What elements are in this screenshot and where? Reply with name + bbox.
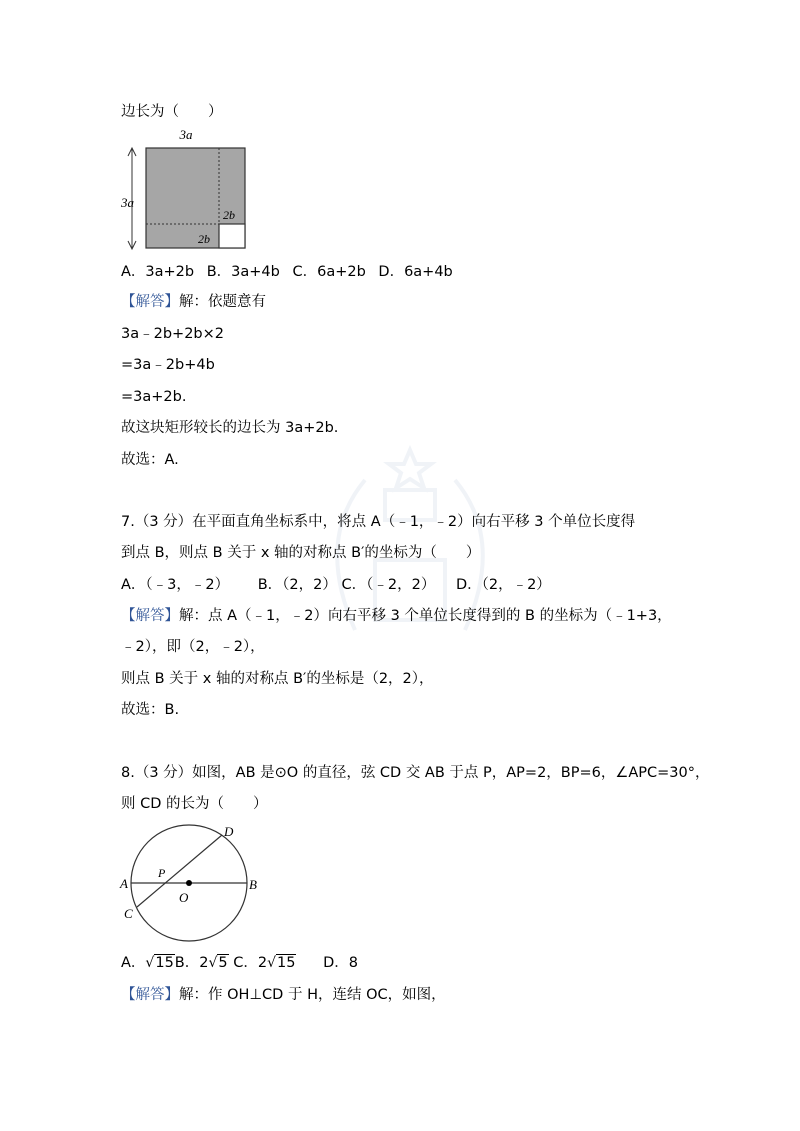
q6-solution-line3: =3a+2b. <box>121 389 187 405</box>
q7-stem-line1: 7.（3 分）在平面直角坐标系中，将点 A（﹣1，﹣2）向右平移 3 个单位长度得 <box>121 514 636 530</box>
q8-option-b: B．2√5 <box>174 955 228 971</box>
fig2-label-d: D <box>224 824 234 839</box>
q8-solution-text: 解：作 OH⊥CD 于 H，连结 OC，如图， <box>179 987 446 1003</box>
fig2-label-c: C <box>124 906 133 921</box>
q7-solution-line2: ﹣2），即（2，﹣2）， <box>121 639 265 655</box>
q7-option-c: C．（﹣2，2） <box>341 577 436 593</box>
q6-option-d: D．6a+4b <box>378 264 453 280</box>
q8-option-c-radicand: 15 <box>277 955 296 971</box>
fig2-label-a: A <box>120 876 128 891</box>
center-point <box>186 880 192 886</box>
q6-tail: 边长为（ ） <box>121 104 223 120</box>
q6-option-c: C．6a+2b <box>292 264 366 280</box>
q6-options <box>121 262 453 282</box>
q8-stem-line1: 8.（3 分）如图，AB 是⊙O 的直径，弦 CD 交 AB 于点 P，AP=2，BP=6，∠APC=30°， <box>121 765 710 781</box>
fig1-top-label: 3a <box>179 127 193 142</box>
q7-solution-line3: 则点 B 关于 x 轴的对称点 B′的坐标是（2，2）， <box>121 671 434 687</box>
q8-option-b-radicand: 5 <box>218 955 228 971</box>
q6-solution-line1: 3a﹣2b+2b×2 <box>121 326 224 342</box>
answer-tag: 【解答】 <box>121 987 179 1003</box>
q6-option-a: A．3a+2b <box>121 264 195 280</box>
white-corner-square <box>219 224 245 248</box>
circle-figure <box>118 822 268 944</box>
q7-options <box>121 575 551 595</box>
fig1-inner-label-2: 2b <box>198 232 210 246</box>
q8-option-d: D．8 <box>323 955 358 971</box>
q8-solution-line1 <box>121 985 446 1005</box>
q6-solution-line2: =3a﹣2b+4b <box>121 357 215 373</box>
q7-choose: 故选：B. <box>121 702 180 718</box>
q7-stem-line2: 到点 B，则点 B 关于 x 轴的对称点 B′的坐标为（ ） <box>121 545 481 561</box>
q8-options <box>121 953 358 973</box>
q8-option-c: C．2√15 <box>233 955 296 971</box>
q7-option-d: D．（2，﹣2） <box>455 577 551 593</box>
q6-option-b: B．3a+4b <box>206 264 280 280</box>
q7-option-a: A．（﹣3，﹣2） <box>121 577 230 593</box>
fig1-side-label: 3a <box>121 195 134 210</box>
q8-stem-line2: 则 CD 的长为（ ） <box>121 796 268 812</box>
q8-option-a-radicand: 15 <box>155 955 174 971</box>
q7-solution-text: 解：点 A（﹣1，﹣2）向右平移 3 个单位长度得到的 B 的坐标为（﹣1+3， <box>179 608 672 624</box>
q7-option-b: B．（2，2） <box>257 577 337 593</box>
answer-tag: 【解答】 <box>121 608 179 624</box>
fig2-label-o: O <box>179 890 189 905</box>
q6-solution-line4: 故这块矩形较长的边长为 3a+2b. <box>121 420 339 436</box>
fig2-label-b: B <box>249 877 257 892</box>
fig1-inner-label-1: 2b <box>223 208 235 222</box>
q7-solution-line1 <box>121 606 672 626</box>
q6-solution-text: 解：依题意有 <box>179 294 266 310</box>
fig2-label-p: P <box>158 866 166 880</box>
q8-option-a: A．√15 <box>121 955 174 971</box>
q6-choose: 故选：A. <box>121 452 179 468</box>
answer-tag: 【解答】 <box>121 294 179 310</box>
square-figure <box>118 127 250 255</box>
q6-solution-intro <box>121 292 266 312</box>
